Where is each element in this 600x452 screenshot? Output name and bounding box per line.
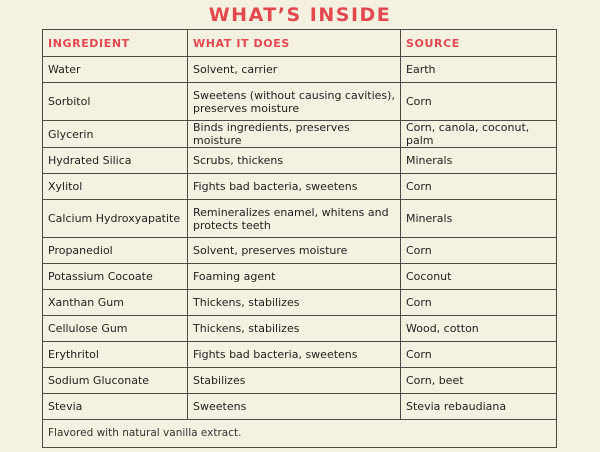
ingredient-cell: Sorbitol xyxy=(43,83,188,121)
table-row xyxy=(43,394,557,420)
table-row xyxy=(43,57,557,83)
function-cell: Sweetens (without causing cavities), preserves moisture xyxy=(188,83,401,121)
table-row xyxy=(43,290,557,316)
function-cell: Fights bad bacteria, sweetens xyxy=(188,342,401,368)
function-cell: Solvent, preserves moisture xyxy=(188,238,401,264)
source-cell: Coconut xyxy=(401,264,557,290)
ingredient-cell: Sodium Gluconate xyxy=(43,368,188,394)
table-row xyxy=(43,148,557,174)
footnote: Flavored with natural vanilla extract. xyxy=(43,420,557,448)
header-ingredient: INGREDIENT xyxy=(43,30,188,57)
source-cell: Corn xyxy=(401,174,557,200)
ingredient-cell: Hydrated Silica xyxy=(43,148,188,174)
ingredient-cell: Propanediol xyxy=(43,238,188,264)
function-cell: Thickens, stabilizes xyxy=(188,316,401,342)
ingredient-cell: Xylitol xyxy=(43,174,188,200)
ingredient-cell: Potassium Cocoate xyxy=(43,264,188,290)
function-cell: Remineralizes enamel, whitens and protects teeth xyxy=(188,200,401,238)
page-title: WHAT’S INSIDE xyxy=(208,4,392,26)
source-cell: Minerals xyxy=(401,200,557,238)
ingredient-cell: Water xyxy=(43,57,188,83)
function-cell: Thickens, stabilizes xyxy=(188,290,401,316)
ingredient-cell: Stevia xyxy=(43,394,188,420)
source-cell: Wood, cotton xyxy=(401,316,557,342)
ingredients-table xyxy=(42,29,557,448)
source-cell: Corn, canola, coconut, palm xyxy=(401,121,557,148)
table-row xyxy=(43,342,557,368)
table-row xyxy=(43,368,557,394)
function-cell: Fights bad bacteria, sweetens xyxy=(188,174,401,200)
function-cell: Stabilizes xyxy=(188,368,401,394)
source-cell: Corn xyxy=(401,238,557,264)
function-cell: Solvent, carrier xyxy=(188,57,401,83)
source-cell: Corn, beet xyxy=(401,368,557,394)
ingredient-cell: Glycerin xyxy=(43,121,188,148)
source-cell: Earth xyxy=(401,57,557,83)
table-row xyxy=(43,264,557,290)
function-cell: Foaming agent xyxy=(188,264,401,290)
ingredient-cell: Xanthan Gum xyxy=(43,290,188,316)
table-row xyxy=(43,316,557,342)
source-cell: Corn xyxy=(401,83,557,121)
source-cell: Corn xyxy=(401,342,557,368)
header-source: SOURCE xyxy=(401,30,557,57)
function-cell: Scrubs, thickens xyxy=(188,148,401,174)
table-row xyxy=(43,121,557,148)
header-what-it-does: WHAT IT DOES xyxy=(188,30,401,57)
source-cell: Corn xyxy=(401,290,557,316)
table-row xyxy=(43,174,557,200)
source-cell: Minerals xyxy=(401,148,557,174)
table-header-row xyxy=(43,30,557,57)
table-footnote-row xyxy=(43,420,557,448)
table-row xyxy=(43,200,557,238)
ingredient-cell: Calcium Hydroxyapatite xyxy=(43,200,188,238)
ingredient-cell: Erythritol xyxy=(43,342,188,368)
function-cell: Sweetens xyxy=(188,394,401,420)
source-cell: Stevia rebaudiana xyxy=(401,394,557,420)
table-row xyxy=(43,238,557,264)
ingredient-cell: Cellulose Gum xyxy=(43,316,188,342)
function-cell: Binds ingredients, preserves moisture xyxy=(188,121,401,148)
table-row xyxy=(43,83,557,121)
